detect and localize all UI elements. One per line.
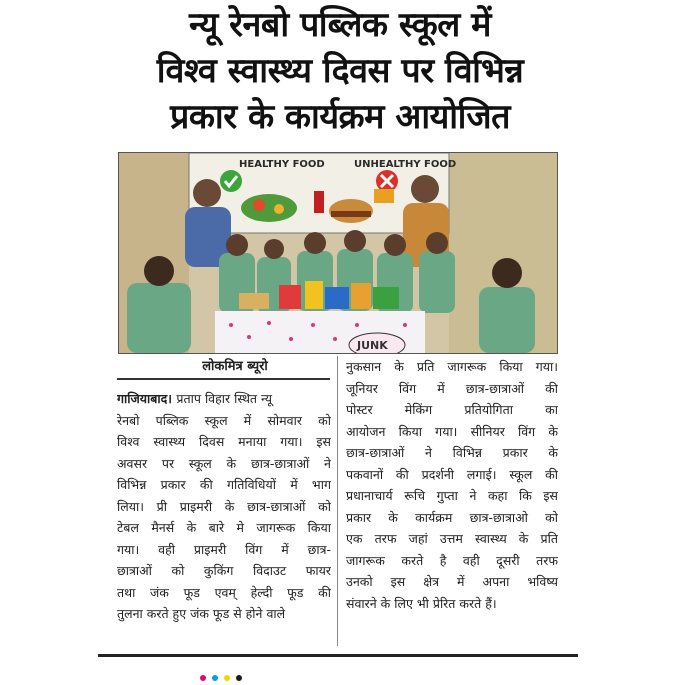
byline-rule	[117, 378, 330, 380]
article-line: पकवानों की प्रदर्शनी लगाई। स्कूल की	[346, 466, 558, 482]
bottom-rule	[98, 654, 578, 657]
column-divider	[337, 356, 338, 646]
article-line: उनको इस क्षेत्र में अपना भविष्य	[346, 574, 558, 589]
registration-dot	[236, 675, 242, 681]
article-line	[117, 388, 331, 410]
article-line: गया। वही प्राइमरी विंग में छात्र-	[117, 541, 331, 557]
article-line: लिया। प्री प्राइमरी के छात्र-छात्राओं को	[117, 498, 331, 514]
registration-dot	[200, 675, 206, 681]
article-line: आयोजन किया गया। सीनियर विंग के	[346, 423, 558, 439]
byline: लोकमित्र ब्यूरो	[202, 359, 268, 374]
article-line: रेनबो पब्लिक स्कूल में सोमवार को	[117, 412, 331, 428]
registration-dot	[212, 675, 218, 681]
article-line: तथा जंक फूड एवम् हेल्दी फूड की	[117, 584, 331, 600]
article-line: तुलना करते हुए जंक फूड से होने वाले	[117, 606, 286, 621]
article-column-left	[117, 388, 331, 625]
headline	[95, 2, 585, 140]
article-line: प्रकार के कार्यक्रम छात्र-छात्राओ को	[346, 509, 558, 525]
article-line: छात्र-छात्राओं ने विभिन्न प्रकार के	[346, 445, 558, 460]
headline-line-3: प्रकार के कार्यक्रम आयोजित	[169, 97, 511, 137]
article-line: पोस्टर मेकिंग प्रतियोगिता का	[346, 402, 558, 417]
board-left-label: HEALTHY FOOD	[239, 159, 325, 170]
article-line: नुकसान के प्रति जागरूक किया गया।	[346, 359, 558, 374]
article-line: अवसर पर स्कूल के छात्र-छात्राओं ने	[117, 455, 331, 471]
article-line: छात्राओं को कुकिंग विदाउट फायर	[117, 563, 331, 578]
article-line: जागरूक करते है वही दूसरी तरफ	[346, 552, 558, 568]
article-line: विश्व स्वास्थ्य दिवस मनाया गया। इस	[117, 434, 331, 449]
board-right-label: UNHEALTHY FOOD	[354, 159, 457, 170]
dateline: गाजियाबाद।	[117, 391, 177, 406]
print-registration-dots	[200, 666, 248, 685]
article-line: टेबल मैनर्स के बारे मे जागरूक किया	[117, 520, 331, 535]
article-line: संवारने के लिए भी प्रेरित करते हैं।	[346, 595, 497, 611]
article-line: विभिन्न प्रकार की गतिविधियों में भाग	[117, 477, 331, 492]
event-photo	[118, 152, 558, 354]
registration-dot	[224, 675, 230, 681]
headline-line-2: विश्व स्वास्थ्य दिवस पर विभिन्न	[156, 51, 524, 91]
headline-line-1: न्यू रेनबो पब्लिक स्कूल में	[189, 5, 491, 45]
article-line: एक तरफ जहां उत्तम स्वास्थ्य के प्रति	[346, 531, 558, 546]
article-column-right	[346, 356, 558, 614]
junk-banner-label: JUNK	[357, 339, 388, 352]
article-line-text: प्रताप विहार स्थित न्यू	[176, 391, 272, 406]
event-photo-illustration	[119, 153, 557, 353]
article-line: जूनियर विंग में छात्र-छात्राओं की	[346, 380, 558, 396]
article-line: प्रधानाचार्य रूचि गुप्ता ने कहा कि इस	[346, 488, 558, 503]
